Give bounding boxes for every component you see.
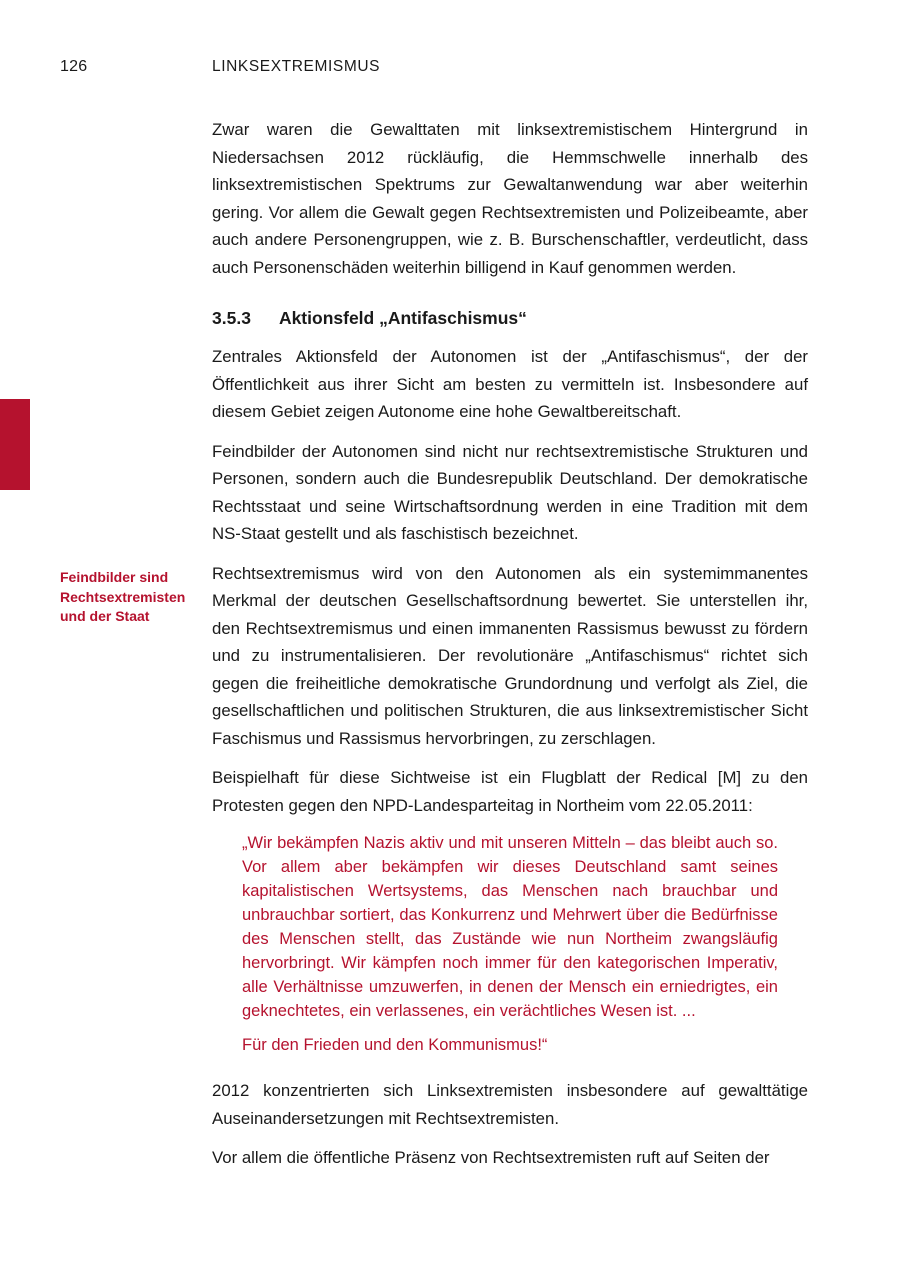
page-number: 126 [60,58,88,75]
margin-note-line: Rechtsextremisten [60,588,186,605]
section-number: 3.5.3 [212,308,251,328]
section-heading [212,305,808,331]
body-column [212,116,808,1184]
block-quote [242,831,778,1057]
section-title: Aktionsfeld „Antifaschismus“ [278,308,527,328]
margin-note-line: und der Staat [60,608,150,624]
quote-closing: Für den Frieden und den Kommunismus!“ [242,1036,548,1054]
paragraph: Vor allem die öffentliche Präsenz von Rechtsextremisten ruft auf Seiten der [212,1148,770,1167]
quote-paragraph: „Wir bekämpfen Nazis aktiv und mit unseren Mitteln – das bleibt auch so. Vor allem aber bekämpfen wir dieses Deutschland samt seines kapitalistischen Wertsystems, das Menschen nach brauchbar und unbrauchbar sortiert, das Konkurrenz und Mehrwert über die Bedürfnisse des Menschen stellt, das Zustände wie nun Northeim zwangsläufig hervorbringt. Wir kämpfen noch immer für den kategorischen Imperativ, alle Verhältnisse umzuwerfen, in denen der Mensch ein erniedrigtes, ein geknechtetes, ein verlassenes, ein verächtliches Wesen ist. ... [242,834,778,1020]
paragraph: Rechtsextremismus wird von den Autonomen als ein systemimmanentes Merkmal der deutschen Gesellschaftsordnung bewertet. Sie unterstellen ihr, den Rechtsextremismus und einen immanenten Rassismus bewusst zu fördern und zu instrumentalisieren. Der revolutionäre „Antifaschismus“ richtet sich gegen die freiheitliche demokratische Grundordnung und verfolgt als Ziel, die gesellschaftlichen und politischen Strukturen, die aus linksextremistischer Sicht Faschismus und Rassismus hervorbringen, zu zerschlagen. [212,563,808,748]
chapter-side-tab [0,399,30,490]
paragraph: Feindbilder der Autonomen sind nicht nur rechtsextremistische Strukturen und Personen, sondern auch die Bundesrepublik Deutschland. Der demokratische Rechtsstaat und seine Wirtschaftsordnung werden in eine Tradition mit dem NS-Staat gestellt und als faschistisch bezeichnet. [212,441,808,543]
paragraph: Beispielhaft für diese Sichtweise ist ein Flugblatt der Redical [M] zu den Protesten gegen den NPD-Landesparteitag in Northeim vom 22.05.2011: [212,768,808,815]
paragraph: Zentrales Aktionsfeld der Autonomen ist der „Antifaschismus“, der der Öffentlichkeit aus ihrer Sicht am besten zu vermitteln ist. Insbesondere auf diesem Gebiet zeigen Autonome eine hohe Gewaltbereitschaft. [212,347,808,421]
margin-note-line: Feindbilder sind [60,569,169,585]
running-title: LINKSEXTREMISMUS [212,58,381,75]
margin-note [60,568,205,627]
paragraph: 2012 konzentrierten sich Linksextremisten insbesondere auf gewalttätige Auseinandersetzungen mit Rechtsextremisten. [212,1081,808,1128]
paragraph: Zwar waren die Gewalttaten mit linksextremistischem Hintergrund in Niedersachsen 2012 rückläufig, die Hemmschwelle innerhalb des linksextremistischen Spektrums zur Gewaltanwendung war aber weiterhin gering. Vor allem die Gewalt gegen Rechtsextremisten und Polizeibeamte, aber auch andere Personengruppen, wie z. B. Burschenschaftler, verdeutlicht, dass auch Personenschäden weiterhin billigend in Kauf genommen werden. [212,120,808,277]
